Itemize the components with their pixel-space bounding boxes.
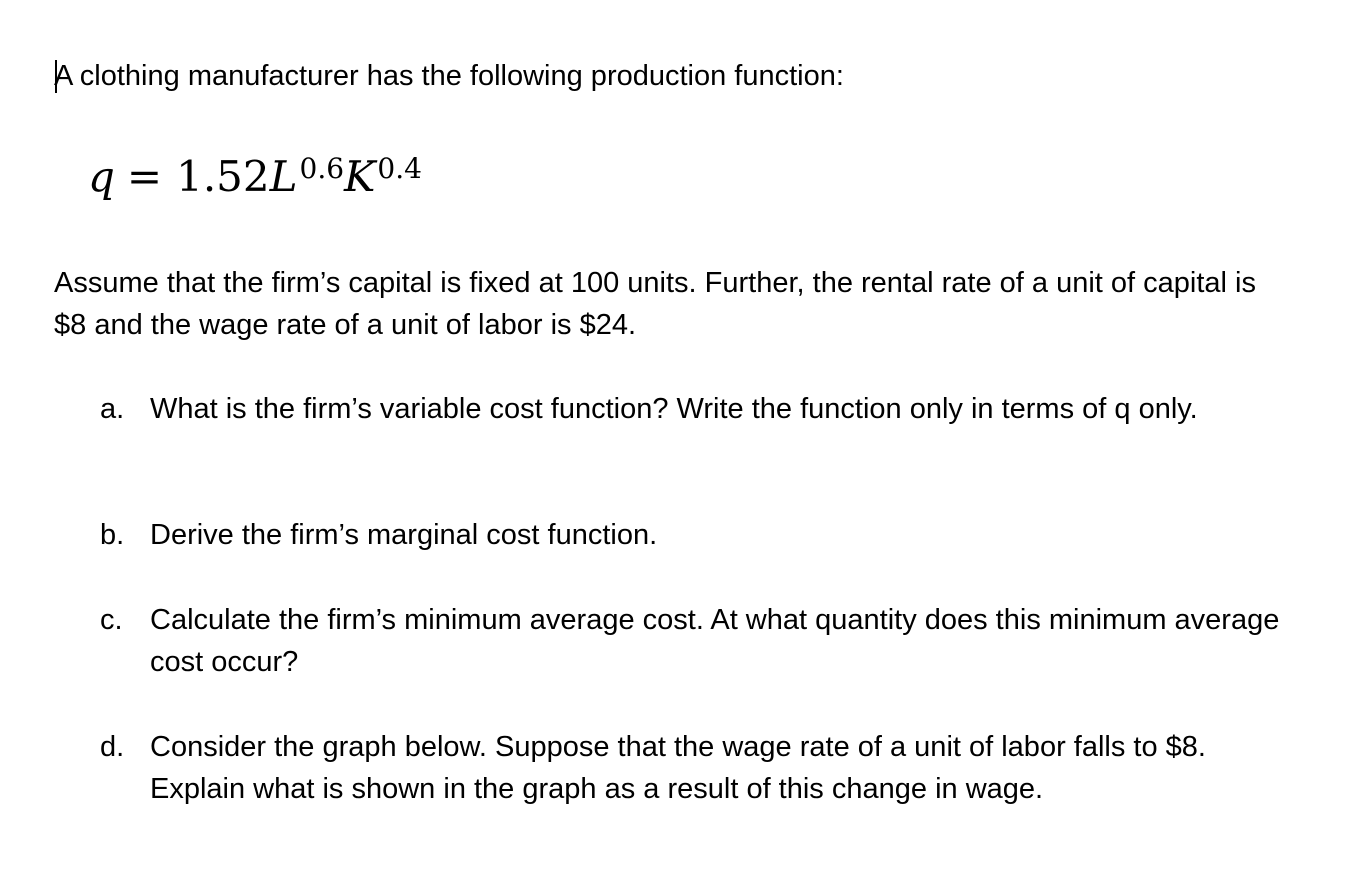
formula-labor: L [269,152,298,201]
question-letter: a. [100,393,125,425]
question-text: Derive the firm’s marginal cost function. [150,519,658,551]
formula-coefficient: 1.52 [176,152,270,201]
question-text: What is the firm’s variable cost function? Write the function only in terms of q only. [150,393,1198,425]
formula-labor-exponent: 0.6 [299,152,345,185]
formula-capital: K [344,152,376,201]
formula-lhs: q [88,152,115,201]
question-letter: d. [100,731,125,763]
production-function-formula [88,152,422,202]
question-text: Calculate the firm’s minimum average cost. At what quantity does this minimum average cost occur? [150,604,1280,678]
assumption-paragraph: Assume that the firm’s capital is fixed at 100 units. Further, the rental rate of a unit of capital is $8 and the wage rate of a unit of labor is $24. [54,267,1256,341]
formula-equals: = [126,152,163,201]
intro-text: A clothing manufacturer has the following production function: [54,60,844,92]
question-text: Consider the graph below. Suppose that the wage rate of a unit of labor falls to $8. Explain what is shown in the graph as a result of this change in wage. [150,731,1206,805]
question-letter: b. [100,519,125,551]
formula-capital-exponent: 0.4 [377,152,422,185]
question-letter: c. [100,604,123,636]
